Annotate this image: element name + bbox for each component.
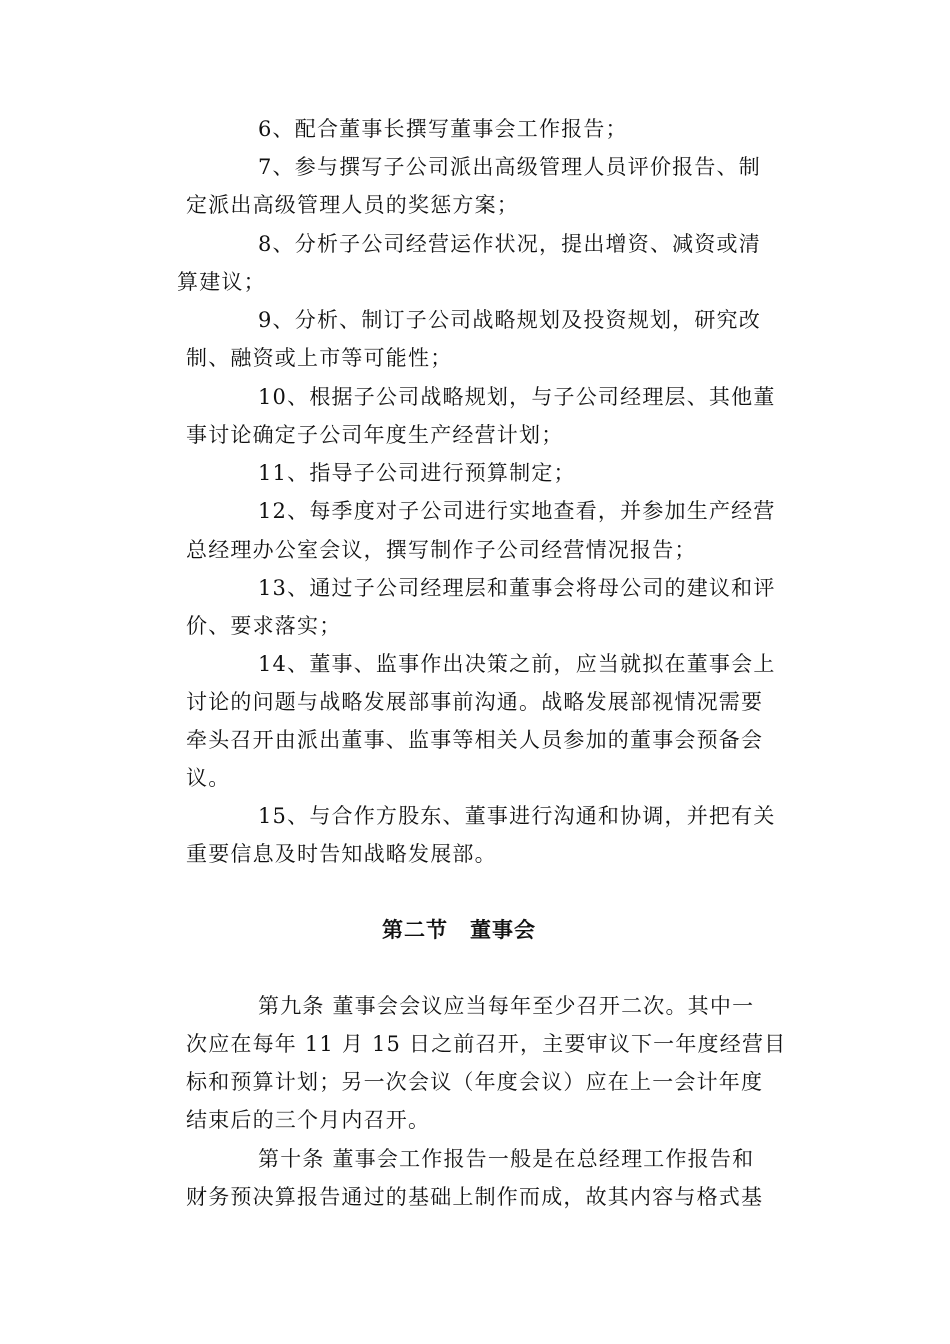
article-9-line-1: 第九条 董事会会议应当每年至少召开二次。其中一 (258, 994, 755, 1018)
item-12-line-1: 12、每季度对子公司进行实地查看，并参加生产经营 (258, 499, 776, 523)
item-10-line-2: 事讨论确定子公司年度生产经营计划； (186, 423, 564, 447)
item-15-line-1: 15、与合作方股东、董事进行沟通和协调，并把有关 (258, 804, 776, 828)
article-9-line-2: 次应在每年 11 月 15 日之前召开，主要审议下一年度经营目 (186, 1032, 787, 1056)
section-heading: 第二节 董事会 (382, 917, 536, 942)
article-9-line-4: 结束后的三个月内召开。 (186, 1108, 431, 1132)
item-9-line-1: 9、分析、制订子公司战略规划及投资规划，研究改 (258, 308, 761, 332)
item-10-line-1: 10、根据子公司战略规划，与子公司经理层、其他董 (258, 385, 776, 409)
item-14-line-3: 牵头召开由派出董事、监事等相关人员参加的董事会预备会 (186, 728, 764, 752)
item-6-line-1: 6、配合董事长撰写董事会工作报告； (258, 117, 628, 141)
article-10-line-2: 财务预决算报告通过的基础上制作而成，故其内容与格式基 (186, 1185, 764, 1209)
item-13-line-2: 价、要求落实； (186, 614, 342, 638)
item-14-line-1: 14、董事、监事作出决策之前，应当就拟在董事会上 (258, 652, 776, 676)
item-14-line-2: 讨论的问题与战略发展部事前沟通。战略发展部视情况需要 (186, 690, 764, 714)
article-10-line-1: 第十条 董事会工作报告一般是在总经理工作报告和 (258, 1147, 755, 1171)
item-11-line-1: 11、指导子公司进行预算制定； (258, 461, 576, 485)
item-14-line-4: 议。 (186, 766, 231, 790)
item-9-line-2: 制、融资或上市等可能性； (186, 346, 453, 370)
item-15-line-2: 重要信息及时告知战略发展部。 (186, 842, 497, 866)
item-8-line-2: 算建议； (177, 270, 266, 294)
item-7-line-2: 定派出高级管理人员的奖惩方案； (186, 193, 519, 217)
item-7-line-1: 7、参与撰写子公司派出高级管理人员评价报告、制 (258, 155, 761, 179)
article-9-line-3: 标和预算计划；另一次会议（年度会议）应在上一会计年度 (186, 1070, 764, 1094)
item-8-line-1: 8、分析子公司经营运作状况，提出增资、减资或清 (258, 232, 761, 256)
item-13-line-1: 13、通过子公司经理层和董事会将母公司的建议和评 (258, 576, 776, 600)
item-12-line-2: 总经理办公室会议，撰写制作子公司经营情况报告； (186, 538, 697, 562)
